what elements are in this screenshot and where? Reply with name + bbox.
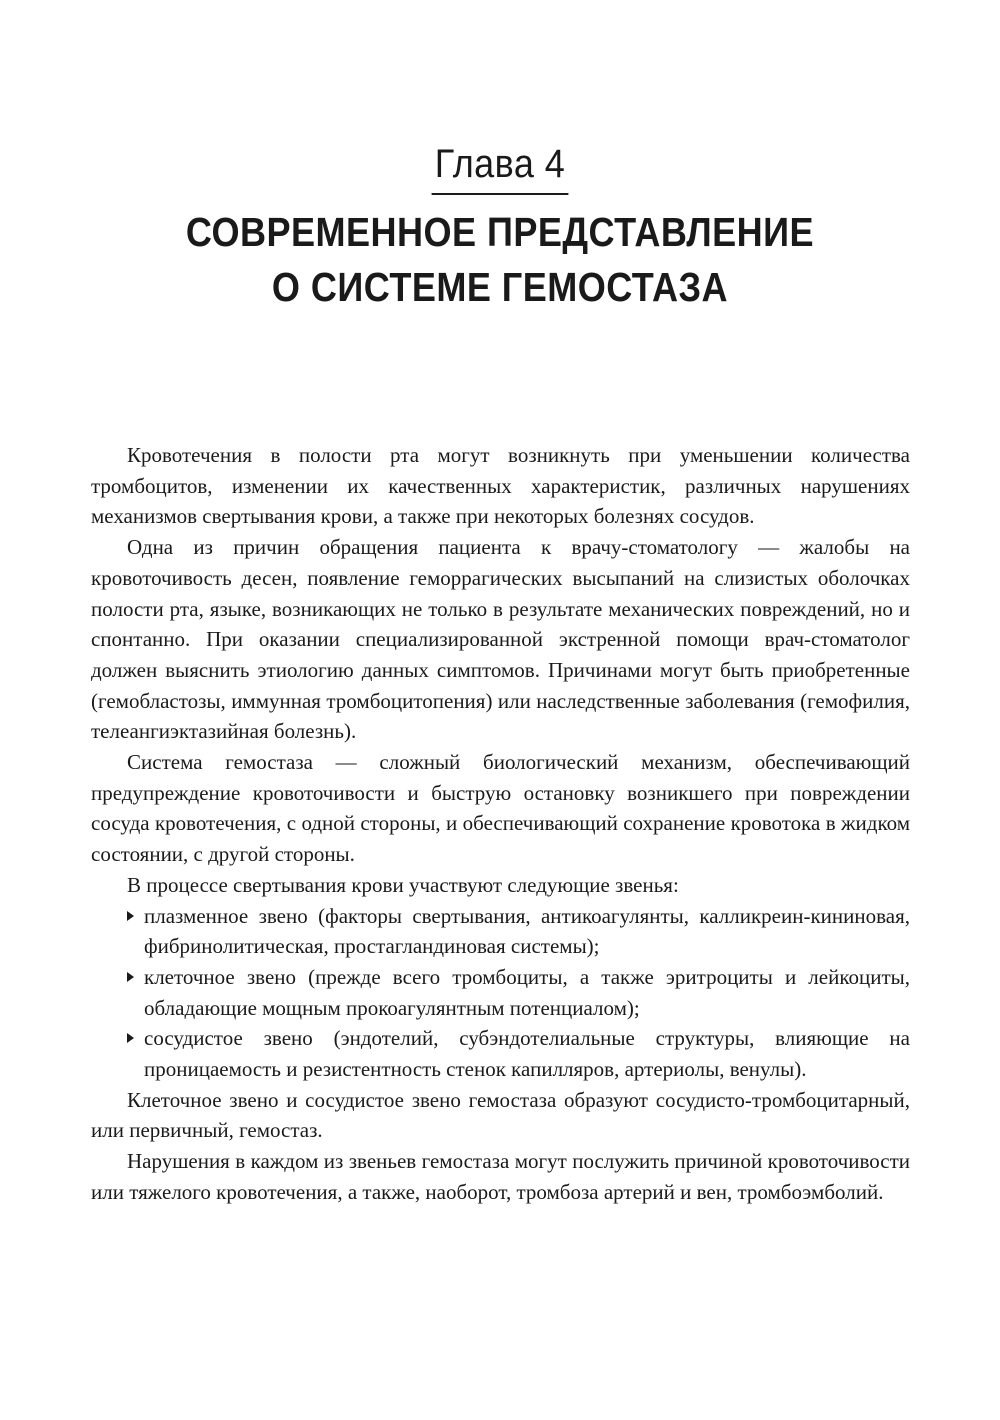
list-item-text: клеточное звено (прежде всего тромбоциты, а также эритроциты и лейкоциты, обладающие мощным прокоагулянтным потенциалом); — [144, 964, 910, 1020]
list-item-text: сосудистое звено (эндотелий, субэндотелиальные структуры, влияющие на проницаемость и резистентность стенок капилляров, артериолы, венулы). — [144, 1026, 910, 1082]
chapter-body — [91, 440, 910, 1208]
paragraph-1: Кровотечения в полости рта могут возникнуть при уменьшении количества тромбоцитов, изменении их качественных характеристик, различных нарушениях механизмов свертывания крови, а также при некоторых болезнях сосудов. — [91, 443, 910, 529]
list-item-text: плазменное звено (факторы свертывания, антикоагулянты, калликреин-кининовая, фибринолитическая, простагландиновая системы); — [144, 903, 910, 959]
chapter-title — [60, 205, 940, 315]
paragraph-5: Клеточное звено и сосудистое звено гемостаза образуют сосудисто-тромбоцитарный, или первичный, гемостаз. — [91, 1087, 910, 1143]
paragraph-4: В процессе свертывания крови участвуют следующие звенья: — [127, 872, 679, 897]
chapter-label — [50, 140, 950, 195]
list-item — [91, 962, 910, 1023]
list-item — [91, 1023, 910, 1084]
paragraph-2: Одна из причин обращения пациента к врачу-стоматологу — жалобы на кровоточивость десен, появление геморрагических высыпаний на слизистых оболочках полости рта, языке, возникающих не только в результате механических повреждений, но и спонтанно. При оказании специализированной экстренной помощи врач-стоматолог должен выяснить этиологию данных симптомов. Причинами могут быть приобретенные (гемобластозы, иммунная тромбоцитопения) или наследственные заболевания (гемофилия, телеангиэктазийная болезнь). — [91, 535, 910, 744]
chapter-title-line-1: СОВРЕМЕННОЕ ПРЕДСТАВЛЕНИЕ — [185, 209, 815, 255]
chapter-number: Глава 4 — [431, 140, 569, 195]
chapter-title-line-2: О СИСТЕМЕ ГЕМОСТАЗА — [271, 264, 729, 310]
paragraph-3: Система гемостаза — сложный биологический механизм, обеспечивающий предупреждение кровоточивости и быструю остановку возникшего при повреждении сосуда кровотечения, с одной стороны, и обеспечивающий сохранение кровотока в жидком состоянии, с другой стороны. — [91, 750, 910, 867]
triangle-bullet-icon — [127, 972, 134, 982]
triangle-bullet-icon — [127, 911, 134, 921]
triangle-bullet-icon — [127, 1033, 134, 1043]
list-item — [91, 901, 910, 962]
hemostasis-links-list — [91, 901, 910, 1085]
paragraph-6: Нарушения в каждом из звеньев гемостаза могут послужить причиной кровоточивости или тяжелого кровотечения, а также, наоборот, тромбоза артерий и вен, тромбоэмболий. — [91, 1149, 910, 1204]
